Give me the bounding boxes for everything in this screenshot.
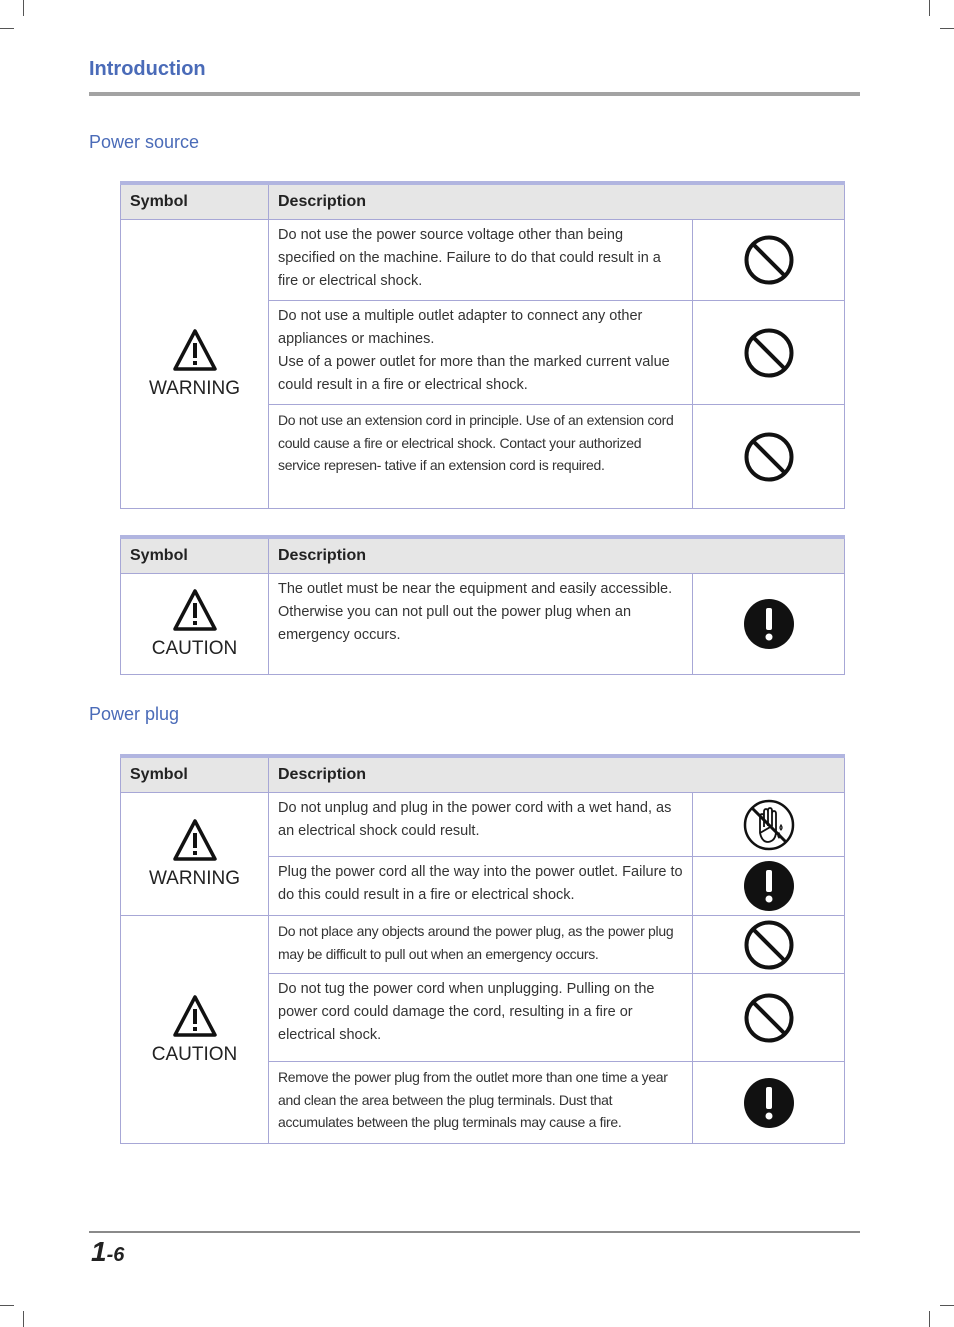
description-cell	[269, 301, 693, 405]
icon-cell	[693, 1062, 845, 1144]
icon-cell	[693, 301, 845, 405]
description-cell	[269, 857, 693, 916]
section-title-power-plug: Power plug	[89, 704, 180, 724]
description-cell	[269, 1062, 693, 1144]
prohibition-icon	[743, 919, 795, 971]
mandatory-action-icon	[743, 1077, 795, 1129]
warning-triangle-icon	[172, 818, 218, 862]
symbol-label-caution: CAUTION	[151, 638, 238, 659]
description-text: Do not place any objects around the power plug, as the power plug may be difficult to pull out when an emergency occurs.	[278, 923, 674, 962]
description-text: Do not use the power source voltage other than being specified on the machine. Failure to do that could result in a fire or electrical shock.	[278, 227, 661, 289]
symbol-cell-warning	[121, 793, 269, 916]
column-header-description: Description	[269, 756, 845, 793]
icon-cell	[693, 793, 845, 857]
page-number	[91, 1236, 124, 1268]
crop-mark	[929, 0, 930, 16]
symbol-cell-warning	[121, 220, 269, 509]
prohibition-icon	[743, 234, 795, 286]
section-title-power-source: Power source	[89, 132, 200, 152]
description-text: Do not use a multiple outlet adapter to connect any other appliances or machines.	[278, 308, 643, 347]
page-header-title: Introduction	[89, 58, 206, 80]
icon-cell	[693, 405, 845, 509]
power-plug-table	[120, 754, 845, 1144]
description-cell	[269, 916, 693, 974]
crop-mark	[0, 1305, 14, 1306]
icon-cell	[693, 974, 845, 1062]
page-index: -6	[106, 1244, 125, 1266]
prohibition-icon	[743, 327, 795, 379]
footer-rule	[89, 1231, 860, 1233]
description-cell	[269, 574, 693, 675]
description-text: Use of a power outlet for more than the marked current value could result in a fire or electrical shock.	[278, 354, 670, 393]
symbol-cell-caution	[121, 916, 269, 1144]
header-rule	[89, 92, 860, 96]
crop-mark	[940, 28, 954, 29]
description-cell	[269, 220, 693, 301]
caution-triangle-icon	[172, 588, 218, 632]
prohibition-icon	[743, 992, 795, 1044]
crop-mark	[23, 1311, 24, 1327]
prohibition-icon	[743, 431, 795, 483]
crop-mark	[940, 1305, 954, 1306]
caution-triangle-icon	[172, 994, 218, 1038]
crop-mark	[929, 1311, 930, 1327]
icon-cell	[693, 916, 845, 974]
crop-mark	[0, 28, 14, 29]
description-text: Do not unplug and plug in the power cord with a wet hand, as an electrical shock could result.	[278, 800, 672, 839]
chapter-number: 1	[91, 1236, 107, 1267]
mandatory-action-icon	[743, 598, 795, 650]
description-cell	[269, 974, 693, 1062]
column-header-description: Description	[269, 183, 845, 220]
column-header-symbol: Symbol	[121, 756, 269, 793]
description-text: The outlet must be near the equipment and easily accessible. Otherwise you can not pull out the power plug when an emergency occurs.	[278, 581, 673, 643]
symbol-cell-caution	[121, 574, 269, 675]
icon-cell	[693, 857, 845, 916]
column-header-symbol: Symbol	[121, 537, 269, 574]
description-text: Do not use an extension cord in principle. Use of an extension cord could cause a fire or electrical shock. Contact your authorized service represen- tative if an extension cord is required.	[278, 412, 674, 473]
column-header-description: Description	[269, 537, 845, 574]
description-cell	[269, 793, 693, 857]
column-header-symbol: Symbol	[121, 183, 269, 220]
no-wet-hands-icon	[743, 799, 795, 851]
description-text: Remove the power plug from the outlet more than one time a year and clean the area between the plug terminals. Dust that accumulates between the plug terminals may cause a fire.	[278, 1069, 668, 1130]
symbol-label-caution: CAUTION	[151, 1043, 238, 1065]
icon-cell	[693, 220, 845, 301]
description-cell	[269, 405, 693, 509]
power-source-warning-table	[120, 181, 845, 509]
symbol-label-warning: WARNING	[148, 378, 241, 399]
description-text: Do not tug the power cord when unplugging. Pulling on the power cord could damage the cord, resulting in a fire or electrical shock.	[278, 981, 655, 1043]
icon-cell	[693, 574, 845, 675]
power-source-caution-table	[120, 535, 845, 675]
symbol-label-warning: WARNING	[148, 868, 241, 889]
description-text: Plug the power cord all the way into the power outlet. Failure to do this could result in a fire or electrical shock.	[278, 864, 683, 903]
crop-mark	[23, 0, 24, 16]
mandatory-action-icon	[743, 860, 795, 912]
warning-triangle-icon	[172, 328, 218, 372]
